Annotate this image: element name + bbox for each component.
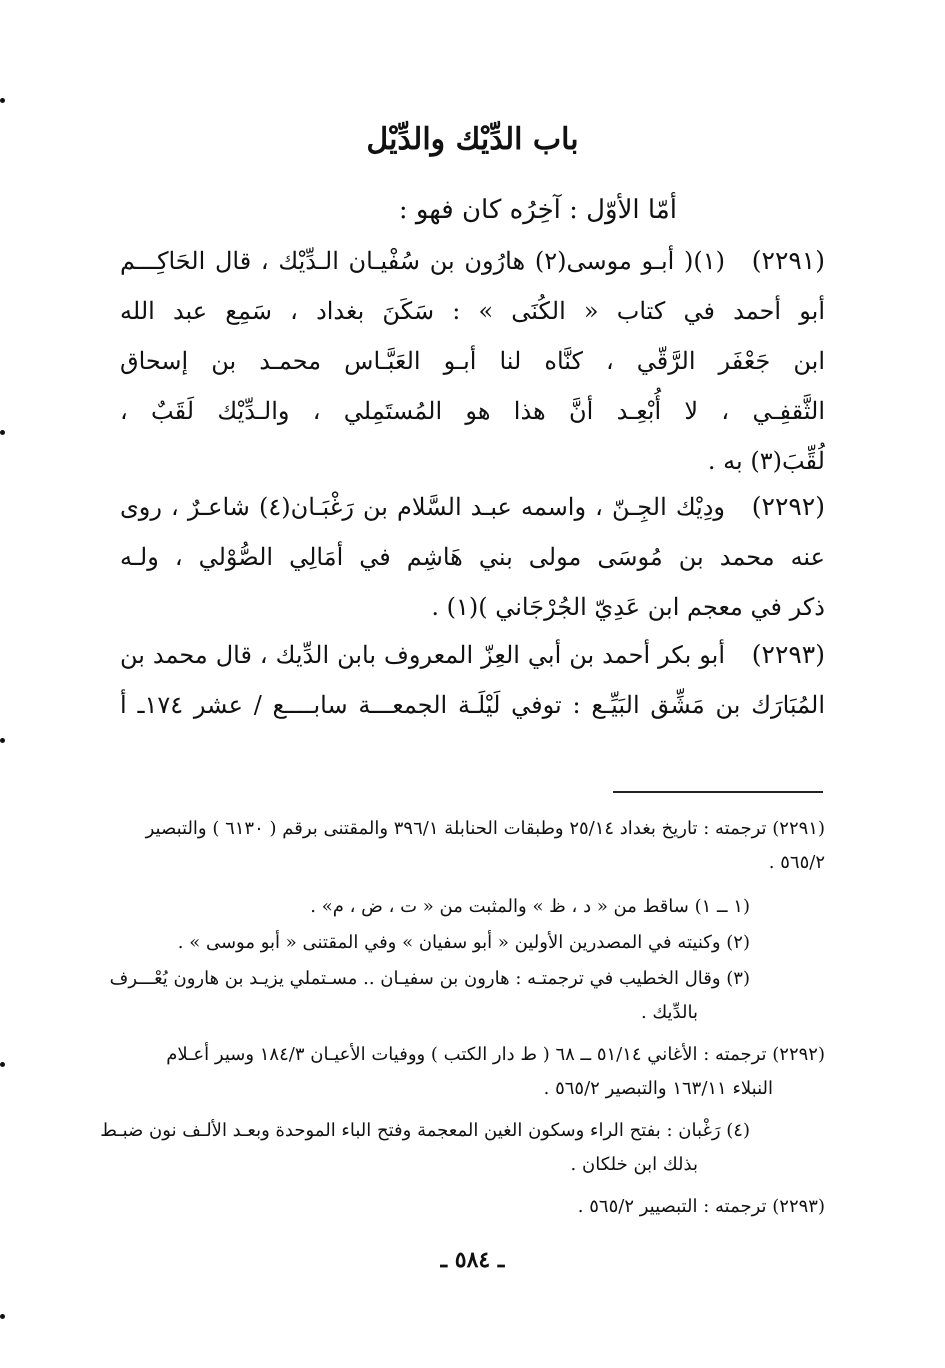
entry-number: (٢٢٩١) [751, 246, 825, 275]
entry-line: أبو أحمد في كتاب « الكُنَى » : سَكَنَ بغداد ، سَمِع عبد الله [120, 297, 825, 325]
intro-line: أمّا الأوّل : آخِرُه كان فهو : [398, 195, 677, 225]
footnote-line: (٢٢٩٣) ترجمته : التبصيير ٥٦٥/٢ . [577, 1196, 825, 1217]
entry-line: (١)( أبـو موسى(٢) هارُون بن سُفْيـان الـدِّيْك ، قال الحَاكِـــم [120, 247, 725, 275]
footnote-2 [80, 926, 750, 960]
entry-line: عنه محمد بن مُوسَى مولى بني هَاشِم في أمَالِي الصُّوْلي ، ولـه [120, 543, 825, 571]
scan-mark [0, 1314, 5, 1319]
footnote-2292 [80, 1038, 825, 1106]
scan-mark [0, 98, 5, 103]
footnote-line: (٢٢٩٢) ترجمته : الأغاني ٥١/١٤ ــ ٦٨ ( ط دار الكتب ) ووفيات الأعيـان ١٨٤/٣ وسير أعـلام [166, 1044, 825, 1065]
footnote-2291 [80, 812, 825, 880]
entry-2292 [120, 482, 825, 632]
entry-line: لُقِّبَ(٣) به . [707, 447, 825, 475]
footnote-line: (٢٢٩١) ترجمته : تاريخ بغداد ٢٥/١٤ وطبقات الحنابلة ٣٩٦/١ والمقتنى برقم ( ٦١٣٠ ) والتبصير [145, 818, 825, 839]
footnote-line: (٤) رَغْبان : بفتح الراء وسكون الغين المعجمة وفتح الباء الموحدة وبعـد الألـف نون ضبـط [100, 1120, 750, 1141]
scan-mark [0, 430, 5, 435]
footnote-line: النبلاء ١٦٣/١١ والتبصير ٥٦٥/٢ . [543, 1078, 773, 1099]
entry-line: أبو بكر أحمد بن أبي العِزّ المعروف بابن الدِّيك ، قال محمد بن [120, 641, 725, 669]
footnote-line: (١ ــ ١) ساقط من « د ، ظ » والمثبت من « ت ، ض ، م» . [310, 896, 750, 917]
scan-mark [0, 738, 5, 743]
footnote-3 [80, 962, 750, 1030]
footnote-separator [613, 791, 823, 793]
entry-2293 [120, 630, 825, 730]
entry-line: المُبَارَك بن مَشِّق البَيِّـع : توفي لَيْلَـة الجمعـــة سابــــع / عشر ١٧٤ـ أ [120, 691, 825, 719]
page-number: ـ ٥٨٤ ـ [440, 1247, 505, 1273]
scan-mark [0, 1062, 5, 1067]
entry-line: ذكر في معجم ابن عَدِيّ الجُرْجَاني )(١) . [431, 593, 825, 621]
footnote-line: (٢) وكنيته في المصدرين الأولين « أبو سفيان » وفي المقتنى « أبو موسى » . [177, 932, 750, 953]
entry-number: (٢٢٩٢) [751, 492, 825, 521]
footnote-1 [80, 890, 750, 924]
footnote-line: بذلك ابن خلكان . [570, 1154, 698, 1175]
entry-line: ودِيْك الجِـنّ ، واسمه عبـد السَّلام بن رَغْبَـان(٤) شاعـرٌ ، روى [120, 493, 725, 521]
entry-2291 [120, 236, 825, 486]
entry-line: الثَّقفِـي ، لا أُبْعِـد أنَّ هذا هو المُستَمِلي ، والـدِّيْك لَقَبٌ ، [120, 397, 825, 425]
footnote-4 [80, 1114, 750, 1182]
entry-number: (٢٢٩٣) [751, 640, 825, 669]
footnote-2293 [80, 1190, 825, 1224]
footnote-line: (٣) وقال الخطيب في ترجمتـه : هارون بن سفيـان .. مسـتملي يزيـد بن هارون يُعْـــرف [109, 968, 750, 989]
chapter-title: باب الدِّيْك والدِّيْل [366, 122, 579, 157]
footnote-line: بالدِّيك . [640, 1002, 698, 1023]
footnote-line: ٥٦٥/٢ . [768, 852, 825, 873]
entry-line: ابن جَعْفَر الرَّقّي ، كنَّاه لنا أبـو العَبَّـاس محمـد بن إسحاق [120, 347, 825, 375]
